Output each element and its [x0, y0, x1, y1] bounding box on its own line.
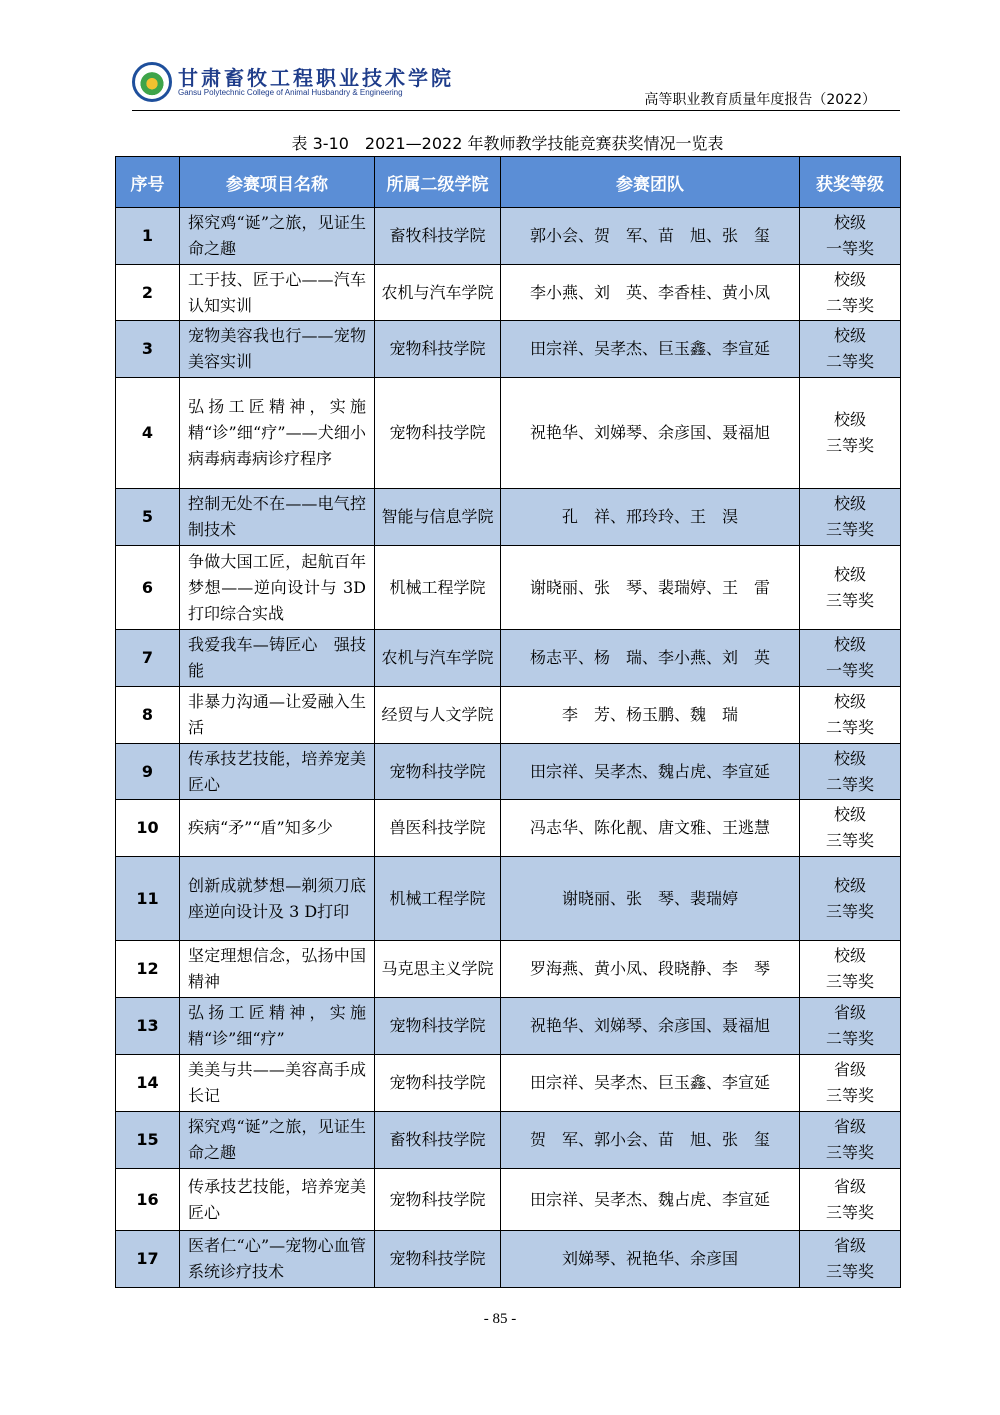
award-level: [800, 1112, 901, 1169]
college-name: 宠物科技学院: [375, 321, 501, 378]
award-level: [800, 1169, 901, 1231]
award-scope: 校级: [833, 635, 866, 654]
project-name: 宠物美容我也行——宠物美容实训: [180, 321, 375, 378]
award-scope: 省级: [833, 1236, 866, 1255]
project-name: 探究鸡“诞”之旅，见证生命之趣: [180, 1112, 375, 1169]
award-grade: 三等奖: [825, 590, 874, 610]
award-grade: 三等奖: [825, 520, 874, 539]
row-number: 13: [116, 998, 180, 1055]
college-name: 经贸与人文学院: [375, 687, 501, 744]
team-members: 祝艳华、刘娣琴、余彦国、聂福旭: [501, 998, 800, 1055]
award-scope: 校级: [833, 748, 866, 768]
college-name: 宠物科技学院: [375, 998, 501, 1055]
award-scope: 校级: [833, 875, 866, 895]
awards-table: [115, 156, 901, 1288]
award-level: [800, 1231, 901, 1288]
award-level: [800, 1055, 901, 1112]
college-name: 兽医科技学院: [375, 800, 501, 857]
table-row: [116, 687, 901, 744]
project-name: 争做大国工匠，起航百年梦想——逆向设计与 3D 打印综合实战: [180, 546, 375, 630]
award-grade: 三等奖: [825, 831, 874, 850]
award-grade: 三等奖: [825, 1143, 874, 1162]
award-level: [800, 998, 901, 1055]
project-name: 弘扬工匠精神，实施精“诊”细“疗”——犬细小病毒病毒病诊疗程序: [180, 378, 375, 489]
project-name: 传承技艺技能，培养宠美匠心: [180, 744, 375, 800]
award-scope: 校级: [833, 269, 866, 289]
college-name: 宠物科技学院: [375, 378, 501, 489]
project-name: 坚定理想信念，弘扬中国精神: [180, 941, 375, 998]
award-scope: 省级: [833, 1060, 866, 1079]
team-members: 罗海燕、黄小凤、段晓静、李 琴: [501, 941, 800, 998]
award-level: [800, 857, 901, 941]
college-name: 农机与汽车学院: [375, 630, 501, 687]
team-members: 刘娣琴、祝艳华、余彦国: [501, 1231, 800, 1288]
team-members: 田宗祥、吴孝杰、巨玉鑫、李宣延: [501, 321, 800, 378]
team-members: 冯志华、陈化靓、唐文雅、王逃慧: [501, 800, 800, 857]
project-name: 医者仁“心”—宠物心血管系统诊疗技术: [180, 1231, 375, 1288]
award-grade: 二等奖: [825, 352, 874, 371]
row-number: 12: [116, 941, 180, 998]
college-name: 宠物科技学院: [375, 1169, 501, 1231]
row-number: 15: [116, 1112, 180, 1169]
team-members: 祝艳华、刘娣琴、余彦国、聂福旭: [501, 378, 800, 489]
award-scope: 省级: [833, 1117, 866, 1136]
row-number: 3: [116, 321, 180, 378]
award-grade: 三等奖: [825, 436, 874, 455]
table-row: [116, 1112, 901, 1169]
college-name: 畜牧科技学院: [375, 1112, 501, 1169]
college-name: 宠物科技学院: [375, 1231, 501, 1288]
project-name: 非暴力沟通—让爱融入生活: [180, 687, 375, 744]
award-scope: 校级: [833, 494, 866, 513]
project-name: 工于技、匠于心——汽车认知实训: [180, 265, 375, 321]
school-logo-icon: [132, 62, 172, 102]
row-number: 1: [116, 208, 180, 265]
table-row: [116, 941, 901, 998]
row-number: 11: [116, 857, 180, 941]
table-row: [116, 800, 901, 857]
table-row: [116, 998, 901, 1055]
header-project: 参赛项目名称: [180, 157, 375, 208]
table-row: [116, 265, 901, 321]
project-name: 传承技艺技能，培养宠美匠心: [180, 1169, 375, 1231]
project-name: 弘扬工匠精神，实施精“诊”细“疗”: [180, 998, 375, 1055]
project-name: 我爱我车—铸匠心 强技能: [180, 630, 375, 687]
table-row: [116, 489, 901, 546]
award-grade: 一等奖: [825, 661, 874, 680]
table-row: [116, 857, 901, 941]
table-header-row: [116, 157, 901, 208]
award-level: [800, 744, 901, 800]
project-name: 美美与共——美容高手成长记: [180, 1055, 375, 1112]
row-number: 9: [116, 744, 180, 800]
award-scope: 校级: [833, 692, 866, 711]
college-name: 农机与汽车学院: [375, 265, 501, 321]
table-row: [116, 378, 901, 489]
award-level: [800, 265, 901, 321]
table-row: [116, 1231, 901, 1288]
award-level: [800, 489, 901, 546]
team-members: 田宗祥、吴孝杰、巨玉鑫、李宣延: [501, 1055, 800, 1112]
award-scope: 校级: [833, 946, 866, 965]
award-grade: 一等奖: [825, 239, 874, 258]
team-members: 郭小会、贺 军、苗 旭、张 玺: [501, 208, 800, 265]
table-row: [116, 208, 901, 265]
award-scope: 校级: [833, 410, 866, 429]
award-scope: 校级: [833, 326, 866, 345]
team-members: 谢晓丽、张 琴、裴瑞婷: [501, 857, 800, 941]
award-scope: 省级: [833, 1176, 866, 1196]
row-number: 2: [116, 265, 180, 321]
project-name: 探究鸡“诞”之旅，见证生命之趣: [180, 208, 375, 265]
award-scope: 校级: [833, 564, 866, 584]
row-number: 6: [116, 546, 180, 630]
award-level: [800, 378, 901, 489]
row-number: 17: [116, 1231, 180, 1288]
row-number: 7: [116, 630, 180, 687]
team-members: 贺 军、郭小会、苗 旭、张 玺: [501, 1112, 800, 1169]
row-number: 5: [116, 489, 180, 546]
team-members: 田宗祥、吴孝杰、魏占虎、李宣延: [501, 1169, 800, 1231]
row-number: 14: [116, 1055, 180, 1112]
table-row: [116, 546, 901, 630]
project-name: 疾病“矛”“盾”知多少: [180, 800, 375, 857]
table-row: [116, 630, 901, 687]
award-scope: 省级: [833, 1003, 866, 1022]
team-members: 田宗祥、吴孝杰、魏占虎、李宣延: [501, 744, 800, 800]
award-level: [800, 630, 901, 687]
college-name: 马克思主义学院: [375, 941, 501, 998]
award-grade: 二等奖: [825, 718, 874, 737]
college-name: 畜牧科技学院: [375, 208, 501, 265]
college-name: 宠物科技学院: [375, 1055, 501, 1112]
award-level: [800, 941, 901, 998]
page-number: - 85 -: [483, 1311, 517, 1327]
table-row: [116, 1169, 901, 1231]
award-level: [800, 546, 901, 630]
college-name: 宠物科技学院: [375, 744, 501, 800]
award-level: [800, 800, 901, 857]
project-name: 控制无处不在——电气控制技术: [180, 489, 375, 546]
award-grade: 三等奖: [825, 1262, 874, 1281]
award-level: [800, 208, 901, 265]
award-grade: 三等奖: [825, 901, 874, 921]
college-name: 智能与信息学院: [375, 489, 501, 546]
header-college: 所属二级学院: [375, 157, 501, 208]
award-grade: 三等奖: [825, 1202, 874, 1222]
table-caption: 表 3-10 2021—2022 年教师教学技能竞赛获奖情况一览表: [291, 134, 724, 153]
award-level: [800, 321, 901, 378]
table-row: [116, 1055, 901, 1112]
header-level: 获奖等级: [800, 157, 901, 208]
team-members: 李 芳、杨玉鹏、魏 瑞: [501, 687, 800, 744]
row-number: 16: [116, 1169, 180, 1231]
header-team: 参赛团队: [501, 157, 800, 208]
row-number: 4: [116, 378, 180, 489]
row-number: 8: [116, 687, 180, 744]
team-members: 孔 祥、邢玲玲、王 淏: [501, 489, 800, 546]
page-header: [132, 60, 900, 112]
report-title: 高等职业教育质量年度报告（2022）: [644, 92, 876, 108]
team-members: 李小燕、刘 英、李香桂、黄小凤: [501, 265, 800, 321]
header-no: 序号: [116, 157, 180, 208]
school-name-cn: 甘肃畜牧工程职业技术学院: [178, 66, 454, 90]
table-row: [116, 744, 901, 800]
award-scope: 校级: [833, 805, 866, 824]
award-scope: 校级: [833, 213, 866, 232]
header-rule: [132, 110, 900, 111]
table-row: [116, 321, 901, 378]
award-level: [800, 687, 901, 744]
project-name: 创新成就梦想—剃须刀底座逆向设计及 3 D打印: [180, 857, 375, 941]
college-name: 机械工程学院: [375, 857, 501, 941]
award-grade: 三等奖: [825, 1086, 874, 1105]
college-name: 机械工程学院: [375, 546, 501, 630]
row-number: 10: [116, 800, 180, 857]
award-grade: 二等奖: [825, 774, 874, 794]
school-name-en: Gansu Polytechnic College of Animal Husbandry & Engineering: [178, 88, 403, 97]
team-members: 谢晓丽、张 琴、裴瑞婷、王 雷: [501, 546, 800, 630]
award-grade: 二等奖: [825, 295, 874, 315]
award-grade: 三等奖: [825, 972, 874, 991]
team-members: 杨志平、杨 瑞、李小燕、刘 英: [501, 630, 800, 687]
award-grade: 二等奖: [825, 1029, 874, 1048]
